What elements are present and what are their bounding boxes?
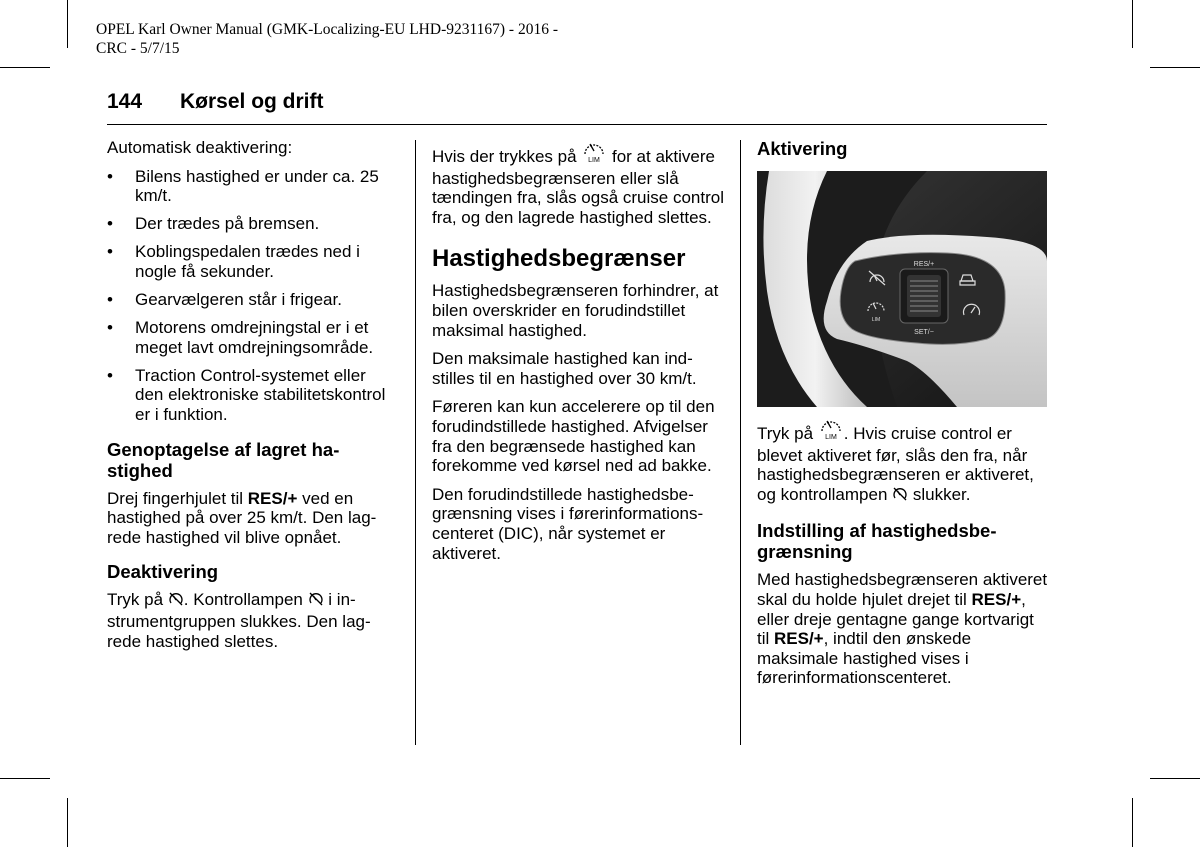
paragraph: [432, 138, 724, 227]
text: . Kontrollampen: [183, 590, 308, 610]
paragraph: [107, 590, 397, 651]
header-rule: [107, 124, 1047, 125]
svg-text:RES/+: RES/+: [913, 261, 935, 268]
text: Tryk på: [757, 424, 818, 443]
text: Tryk på: [107, 590, 168, 610]
svg-text:LIM: LIM: [824, 434, 837, 441]
bullet-list: [107, 167, 397, 425]
text: . Hvis cruise control er blevet aktiveret før, slås den fra, når hastighedsbegrænseren er aktiveret, og kontrollampen: [757, 424, 1034, 504]
crop-mark: [0, 778, 50, 779]
list-item-text: Bilens hastighed er under ca. 25 km/t.: [135, 166, 379, 206]
bullet-mark: •: [107, 318, 113, 338]
list-item: [107, 318, 397, 357]
crop-mark: [67, 0, 68, 48]
cruise-control-off-icon: [892, 486, 908, 507]
cruise-control-off-icon: [308, 591, 324, 612]
list-item-text: Koblingspedalen trædes ned i nogle få sekunder.: [135, 242, 360, 281]
list-item: [107, 366, 397, 425]
cruise-control-off-icon: [168, 591, 184, 612]
meta-line: CRC - 5/7/15: [96, 40, 180, 57]
crop-mark: [1132, 0, 1133, 48]
text: Hvis der trykkes på: [432, 147, 582, 166]
heading-activation: Aktivering: [757, 138, 848, 159]
paragraph: Den forudindstillede hastighedsbegrænsning vises i førerinformationscenteret (DIC), når systemet er aktiveret.: [432, 484, 704, 563]
paragraph: [757, 570, 1049, 688]
paragraph: Hastighedsbegrænseren forhindrer, at bilen overskrider en forudindstillet maksimal hastighed.: [432, 281, 719, 340]
heading-speed-limiter: Hastighedsbegrænser: [432, 245, 686, 273]
list-item-text: Gearvælgeren står i frigear.: [135, 290, 342, 310]
paragraph: [757, 415, 1049, 506]
list-item: [107, 214, 397, 234]
steering-wheel-controls-figure: [757, 171, 1047, 407]
list-item: [107, 242, 397, 281]
page-number: 144: [107, 90, 143, 113]
column-1: [107, 138, 397, 660]
text: , eller dreje gentagne gange kortvarigt til: [757, 589, 1034, 649]
page-header: [107, 90, 324, 114]
text: i instrumentgruppen slukkes. Den lagrede hastighed slettes.: [107, 590, 371, 651]
column-divider: [740, 140, 741, 745]
bullet-mark: •: [107, 214, 113, 234]
column-divider: [415, 140, 416, 745]
paragraph: [107, 489, 397, 548]
crop-mark: [0, 67, 50, 68]
bullet-mark: •: [107, 365, 113, 385]
paragraph: Føreren kan kun accelerere op til den forudindstillede hastighed. Afvigelser fra den begrænsede hastighed kan forekomme ved kørsel ned ad bakke.: [432, 397, 715, 476]
bullet-mark: •: [107, 166, 113, 186]
svg-text:SET/−: SET/−: [914, 329, 934, 336]
svg-text:LIM: LIM: [588, 157, 601, 164]
text: ved en hastighed på over 25 km/t. Den lagrede hastighed vil blive opnået.: [107, 488, 377, 547]
speed-limiter-lim-icon: [581, 138, 607, 169]
crop-mark: [1132, 798, 1133, 847]
heading-resume: Genoptagelse af lagret hastighed: [107, 438, 340, 481]
list-item: [107, 167, 397, 206]
crop-mark: [1150, 67, 1200, 68]
list-item-text: Traction Control-systemet eller den elektroniske stabilitetskontrol er i funktion.: [135, 365, 386, 425]
bullet-mark: •: [107, 242, 113, 262]
text-bold: RES/+: [247, 488, 298, 508]
text-bold: RES/+: [971, 589, 1022, 609]
meta-line: OPEL Karl Owner Manual (GMK-Localizing-EU LHD-9231167) - 2016 -: [96, 21, 559, 38]
heading-limit-setting: Indstilling af hastighedsbegrænsning: [757, 520, 997, 563]
svg-text:LIM: LIM: [871, 317, 881, 323]
text: Drej fingerhjulet til: [107, 488, 248, 508]
list-item: [107, 290, 397, 310]
heading-deactivation: Deaktivering: [107, 561, 219, 583]
crop-mark: [67, 798, 68, 847]
document-meta: [96, 20, 558, 58]
paragraph: Den maksimale hastighed kan indstilles til en hastighed over 30 km/t.: [432, 349, 697, 388]
bullet-mark: •: [107, 290, 113, 310]
section-title: Kørsel og drift: [180, 90, 324, 113]
column-2: [432, 138, 724, 572]
text: Med hastighedsbegrænseren aktiveret skal du holde hjulet drejet til: [757, 570, 1048, 609]
paragraph: Automatisk deaktivering:: [107, 138, 293, 157]
crop-mark: [1150, 778, 1200, 779]
speed-limiter-lim-icon: [818, 415, 844, 446]
list-item-text: Motorens omdrejningstal er i et meget lavt omdrejningsområde.: [135, 318, 374, 357]
text: , indtil den ønskede maksimale hastighed vises i førerinformationscenteret.: [757, 629, 972, 688]
text: slukker.: [908, 484, 971, 504]
text: for at aktivere hastighedsbegrænseren eller slå tændingen fra, slås også cruise control fra, og den lagrede hastighed slettes.: [432, 147, 724, 227]
text-bold: RES/+: [774, 629, 824, 649]
list-item-text: Der trædes på bremsen.: [135, 214, 320, 234]
column-3: [757, 138, 1049, 697]
